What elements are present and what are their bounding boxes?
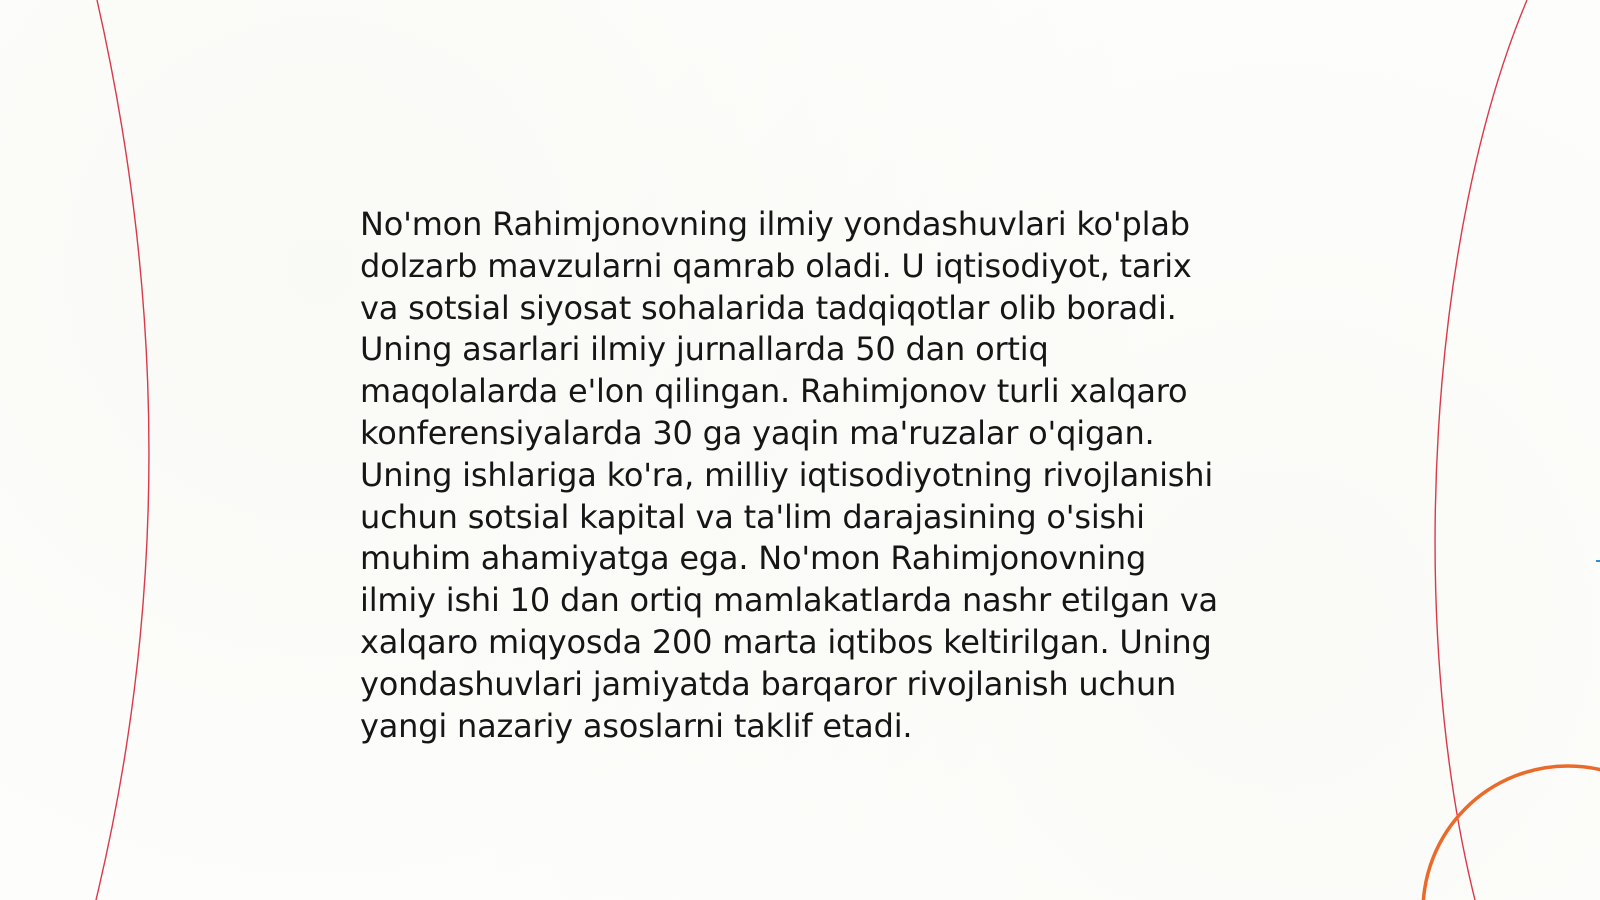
body-text-line: Uning ishlariga ko'ra, milliy iqtisodiyotning rivojlanishi xyxy=(360,455,1214,494)
body-text-line: xalqaro miqyosda 200 marta iqtibos keltirilgan. Uning xyxy=(360,622,1212,661)
body-text-line: yondashuvlari jamiyatda barqaror rivojlanish uchun xyxy=(360,664,1177,703)
body-text-line: muhim ahamiyatga ega. No'mon Rahimjonovning xyxy=(360,539,1147,578)
body-text-line: No'mon Rahimjonovning ilmiy yondashuvlari ko'plab xyxy=(360,205,1190,243)
right-decorative-curve xyxy=(1435,0,1527,900)
left-decorative-curve xyxy=(96,0,149,900)
orange-decorative-arc xyxy=(1423,766,1600,900)
body-text-line: ilmiy ishi 10 dan ortiq mamlakatlarda nashr etilgan va xyxy=(360,581,1218,620)
body-text-line: yangi nazariy asoslarni taklif etadi. xyxy=(360,706,913,745)
body-text-line: konferensiyalarda 30 ga yaqin ma'ruzalar o'qigan. xyxy=(360,413,1155,452)
body-text-line: dolzarb mavzularni qamrab oladi. U iqtisodiyot, tarix xyxy=(360,246,1192,285)
body-text-line: maqolalarda e'lon qilingan. Rahimjonov turli xalqaro xyxy=(360,372,1188,411)
body-text-line: va sotsial siyosat sohalarida tadqiqotlar olib boradi. xyxy=(360,288,1177,327)
slide-body-text xyxy=(360,204,1260,747)
body-text-line: Uning asarlari ilmiy jurnallarda 50 dan ortiq xyxy=(360,330,1049,369)
body-text-line: uchun sotsial kapital va ta'lim darajasining o'sishi xyxy=(360,497,1145,536)
